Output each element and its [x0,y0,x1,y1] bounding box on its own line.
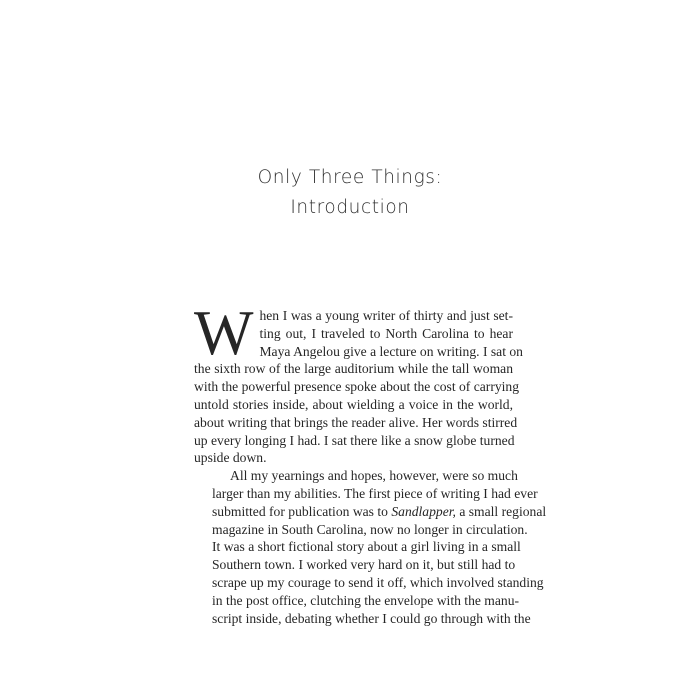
drop-cap: W [194,298,254,368]
text-line: It was a short fictional story about a girl living in a small [212,539,521,555]
text-fragment: a small regional [455,503,547,519]
text-line: untold stories inside, about wielding a voice in the world, [194,396,513,412]
chapter-title [0,163,700,223]
magazine-title: Sandlapper, [391,503,456,519]
text-line: in the post office, clutching the envelope with the manu- [212,592,520,608]
text-line: magazine in South Carolina, now no longer in circulation. [212,521,528,537]
text-line: about writing that brings the reader alive. Her words stirred [194,414,518,430]
text-line: with the powerful presence spoke about the cost of carrying [194,379,520,395]
text-line: Maya Angelou give a lecture on writing. I sat on [259,343,523,359]
text-line-with-italic [194,503,547,521]
text-line: upside down. [194,450,267,466]
text-line: All my yearnings and hopes, however, were so much [230,468,518,484]
text-line: larger than my abilities. The first piece of writing I had ever [212,485,538,501]
paragraph-1 [194,298,523,467]
text-line: up every longing I had. I sat there like a snow globe turned [194,432,515,448]
text-line: ting out, I traveled to North Carolina to hear [259,325,513,341]
body-text [194,298,547,627]
text-fragment: submitted for publication was to [212,503,392,519]
text-line: scrape up my courage to send it off, which involved standing [212,574,544,590]
text-line: script inside, debating whether I could go through with the [212,610,531,626]
chapter-title-line-1: Only Three Things: [257,167,443,188]
text-line: Southern town. I worked very hard on it, but still had to [212,557,516,573]
text-line: hen I was a young writer of thirty and just set- [259,308,513,323]
text-line: the sixth row of the large auditorium while the tall woman [194,361,513,377]
paragraph-2 [194,467,547,627]
chapter-title-line-2: Introduction [290,197,410,218]
